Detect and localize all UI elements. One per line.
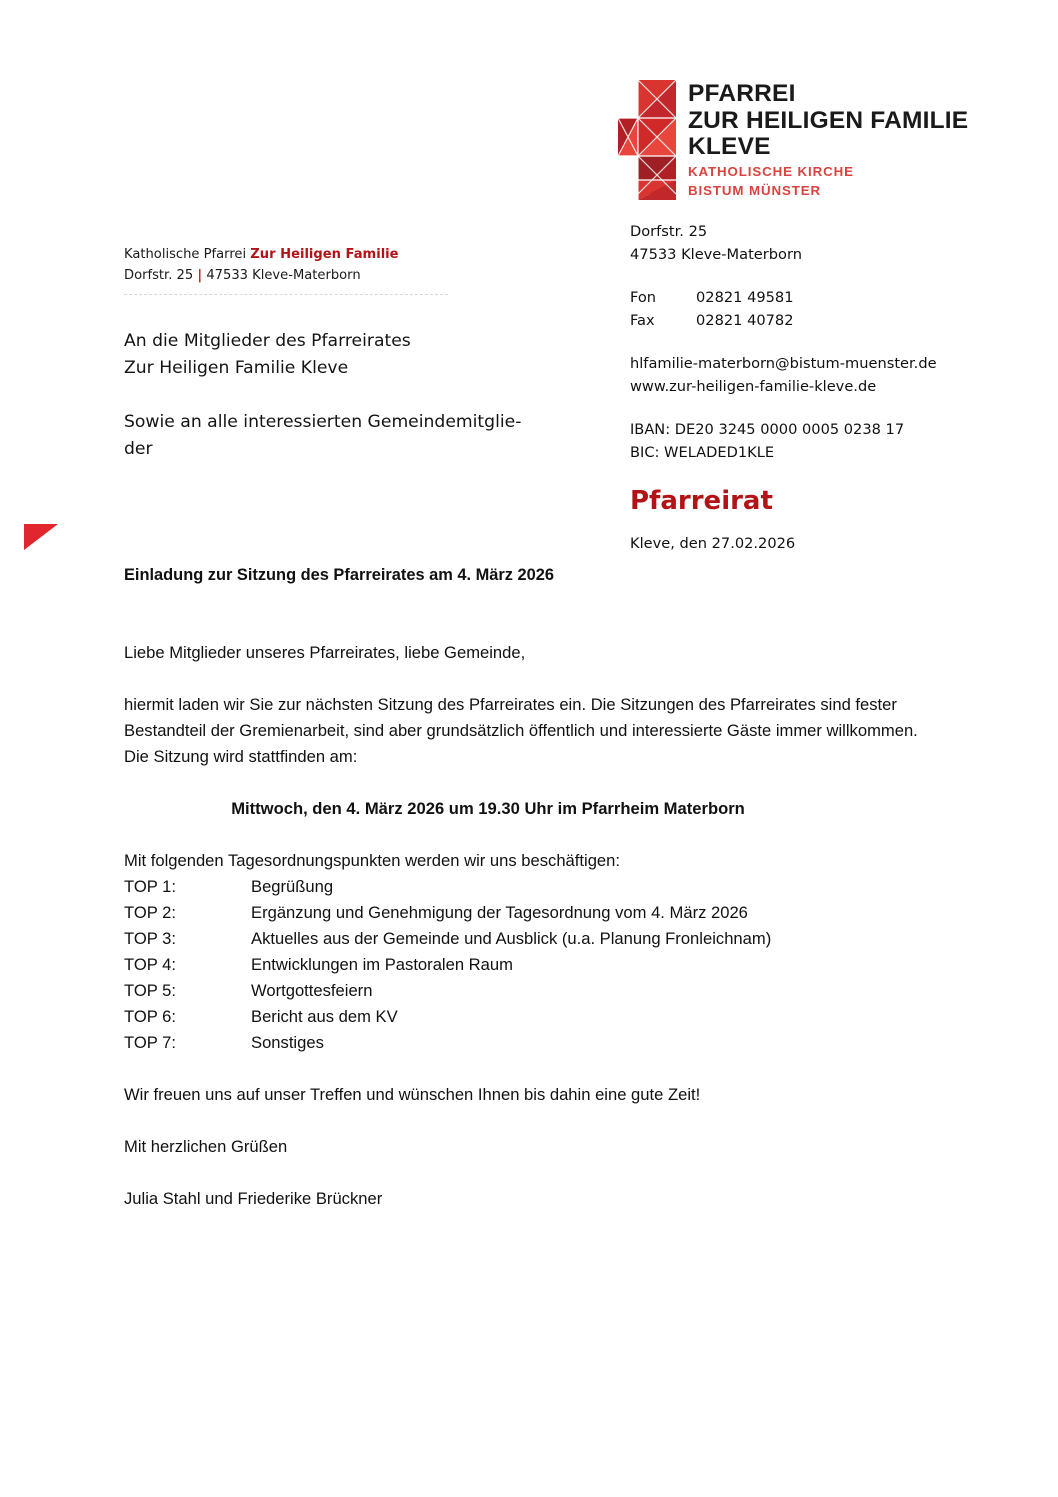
pfarrei-logo — [618, 80, 968, 200]
agenda-item-label: TOP 5: — [124, 981, 176, 1000]
contact-website[interactable]: www.zur-heiligen-familie-kleve.de — [630, 378, 877, 395]
spacer — [124, 1108, 944, 1134]
spacer — [124, 1056, 944, 1082]
contact-phone-value: 02821 49581 — [696, 289, 794, 306]
spacer — [124, 770, 944, 796]
contact-street: Dorfstr. 25 — [630, 223, 708, 240]
spacer — [630, 332, 1030, 352]
contact-email[interactable]: hlfamilie-materborn@bistum-muenster.de — [630, 355, 937, 372]
agenda-item-label: TOP 7: — [124, 1033, 176, 1052]
department-heading: Pfarreirat — [630, 486, 773, 516]
contact-bic: BIC: WELADED1KLE — [630, 444, 775, 461]
recipient-line-2: Zur Heiligen Familie Kleve — [124, 358, 349, 378]
agenda-item-label: TOP 2: — [124, 903, 176, 922]
agenda-item-desc: Bericht aus dem KV — [251, 1007, 398, 1026]
spacer — [124, 822, 944, 848]
cross-mosaic-icon — [618, 80, 676, 200]
agenda-item — [124, 926, 944, 952]
agenda-item-label: TOP 3: — [124, 929, 176, 948]
spacer — [630, 266, 1030, 286]
agenda-item-desc: Sonstiges — [251, 1033, 324, 1052]
spacer — [124, 382, 594, 409]
letter-body — [124, 562, 944, 1212]
contact-iban: IBAN: DE20 3245 0000 0005 0238 17 — [630, 421, 905, 438]
spacer — [630, 398, 1030, 418]
recipient-line-1: An die Mitglieder des Pfarreirates — [124, 331, 411, 351]
agenda-item — [124, 1004, 944, 1030]
sender-divider — [124, 294, 448, 295]
closing-wish: Wir freuen uns auf unser Treffen und wünschen Ihnen bis dahin eine gute Zeit! — [124, 1085, 701, 1104]
agenda-item-desc: Wortgottesfeiern — [251, 981, 373, 1000]
logo-subtitle-line-1: KATHOLISCHE KIRCHE — [688, 163, 854, 179]
agenda-item-label: TOP 1: — [124, 877, 176, 896]
contact-fax-value: 02821 40782 — [696, 312, 794, 329]
recipient-line-3: Sowie an alle interessierten Gemeindemitglie- — [124, 412, 522, 432]
agenda-item-desc: Ergänzung und Genehmigung der Tagesordnung vom 4. März 2026 — [251, 903, 748, 922]
letter-paragraph: hiermit laden wir Sie zur nächsten Sitzung des Pfarreirates ein. Die Sitzungen des Pfarreirates sind fester Bestandteil der Gremienarbeit, sind aber grundsätzlich öffentlich und interessierte Gäste immer willkommen. Die Sitzung wird stattfinden am: — [124, 695, 918, 766]
letter-subject: Einladung zur Sitzung des Pfarreirates am 4. März 2026 — [124, 566, 554, 584]
sender-org-name: Zur Heiligen Familie — [250, 247, 399, 262]
sender-street: Dorfstr. 25 — [124, 267, 198, 283]
agenda-item — [124, 900, 944, 926]
agenda-item — [124, 952, 944, 978]
sender-address — [124, 245, 454, 295]
agenda-item — [124, 978, 944, 1004]
agenda-item — [124, 874, 944, 900]
sender-separator: | — [197, 267, 203, 283]
letter-date: Kleve, den 27.02.2026 — [630, 535, 796, 552]
logo-subtitle-line-2: BISTUM MÜNSTER — [688, 182, 822, 198]
agenda-item-label: TOP 4: — [124, 955, 176, 974]
contact-phone-label: Fon — [630, 289, 657, 306]
logo-title-line-1: PFARREI — [688, 80, 796, 107]
contact-phone-row — [630, 286, 1030, 309]
fold-mark-triangle-icon — [24, 524, 58, 550]
letter-salutation: Liebe Mitglieder unseres Pfarreirates, liebe Gemeinde, — [124, 643, 526, 662]
spacer — [124, 666, 944, 692]
agenda-item-desc: Entwicklungen im Pastoralen Raum — [251, 955, 513, 974]
agenda-item-desc: Aktuelles aus der Gemeinde und Ausblick (u.a. Planung Fronleichnam) — [251, 929, 772, 948]
agenda-list — [124, 874, 944, 1056]
agenda-item — [124, 1030, 944, 1056]
sender-org-prefix: Katholische Pfarrei — [124, 247, 251, 262]
agenda-intro: Mit folgenden Tagesordnungspunkten werden wir uns beschäftigen: — [124, 851, 620, 870]
contact-fax-label: Fax — [630, 312, 655, 329]
meeting-details: Mittwoch, den 4. März 2026 um 19.30 Uhr im Pfarrheim Materborn — [231, 799, 745, 818]
spacer — [124, 1160, 944, 1186]
sender-line-2 — [124, 266, 454, 287]
sender-city: 47533 Kleve-Materborn — [202, 267, 361, 283]
spacer — [124, 588, 944, 640]
signature-names: Julia Stahl und Friederike Brückner — [124, 1189, 383, 1208]
contact-block — [630, 220, 1030, 555]
recipient-line-4: der — [124, 439, 153, 459]
valediction: Mit herzlichen Grüßen — [124, 1137, 288, 1156]
agenda-item-label: TOP 6: — [124, 1007, 176, 1026]
sender-line-1 — [124, 245, 454, 266]
recipient-block — [124, 328, 594, 463]
logo-wordmark — [688, 80, 968, 199]
agenda-item-desc: Begrüßung — [251, 877, 334, 896]
contact-fax-row — [630, 309, 1030, 332]
contact-city: 47533 Kleve-Materborn — [630, 246, 802, 263]
logo-title-line-2: ZUR HEILIGEN FAMILIE — [688, 106, 969, 134]
logo-title-line-3: KLEVE — [688, 133, 771, 160]
